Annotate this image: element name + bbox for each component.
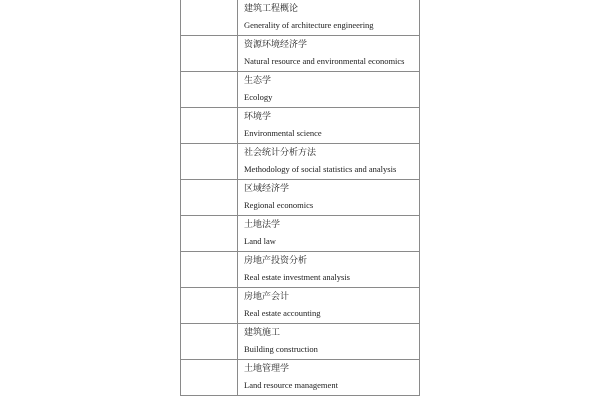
course-name-chinese: 资源环境经济学 xyxy=(244,40,308,50)
course-cell xyxy=(238,252,420,288)
course-cell xyxy=(238,108,420,144)
course-name-english: Land law xyxy=(244,236,276,246)
blank-cell xyxy=(181,0,238,36)
blank-cell xyxy=(181,360,238,396)
table-row xyxy=(181,288,420,324)
course-name-chinese: 建筑工程概论 xyxy=(244,4,299,14)
blank-cell xyxy=(181,72,238,108)
blank-cell xyxy=(181,252,238,288)
table-row xyxy=(181,144,420,180)
blank-cell xyxy=(181,288,238,324)
course-name-english: Natural resource and environmental economics xyxy=(244,56,405,66)
blank-cell xyxy=(181,36,238,72)
course-cell xyxy=(238,288,420,324)
course-name-english: Real estate investment analysis xyxy=(244,272,350,282)
course-cell xyxy=(238,0,420,36)
course-cell xyxy=(238,180,420,216)
course-table xyxy=(180,0,420,396)
course-cell xyxy=(238,324,420,360)
course-cell xyxy=(238,144,420,180)
course-name-chinese: 环境学 xyxy=(244,112,272,122)
course-name-chinese: 生态学 xyxy=(244,76,272,86)
course-name-chinese: 区域经济学 xyxy=(244,184,290,194)
table-row xyxy=(181,72,420,108)
course-name-english: Ecology xyxy=(244,92,273,102)
course-name-chinese: 社会统计分析方法 xyxy=(244,148,317,158)
course-name-english: Methodology of social statistics and analysis xyxy=(244,164,397,174)
course-name-english: Environmental science xyxy=(244,128,322,138)
blank-cell xyxy=(181,108,238,144)
blank-cell xyxy=(181,324,238,360)
course-name-english: Generality of architecture engineering xyxy=(244,20,374,30)
course-cell xyxy=(238,36,420,72)
course-name-chinese: 土地法学 xyxy=(244,220,281,230)
table-row xyxy=(181,216,420,252)
table-row xyxy=(181,180,420,216)
blank-cell xyxy=(181,144,238,180)
course-name-chinese: 土地管理学 xyxy=(244,364,290,374)
table-row xyxy=(181,0,420,36)
course-name-english: Regional economics xyxy=(244,200,314,210)
table-row xyxy=(181,360,420,396)
course-name-english: Land resource management xyxy=(244,380,338,390)
course-name-english: Building construction xyxy=(244,344,318,354)
table-row xyxy=(181,324,420,360)
blank-cell xyxy=(181,216,238,252)
blank-cell xyxy=(181,180,238,216)
course-name-chinese: 房地产投资分析 xyxy=(244,256,308,266)
course-cell xyxy=(238,72,420,108)
course-name-chinese: 建筑施工 xyxy=(244,328,281,338)
course-cell xyxy=(238,360,420,396)
table-row xyxy=(181,252,420,288)
table-row xyxy=(181,36,420,72)
course-name-english: Real estate accounting xyxy=(244,308,321,318)
table-row xyxy=(181,108,420,144)
course-cell xyxy=(238,216,420,252)
course-name-chinese: 房地产会计 xyxy=(244,292,290,302)
